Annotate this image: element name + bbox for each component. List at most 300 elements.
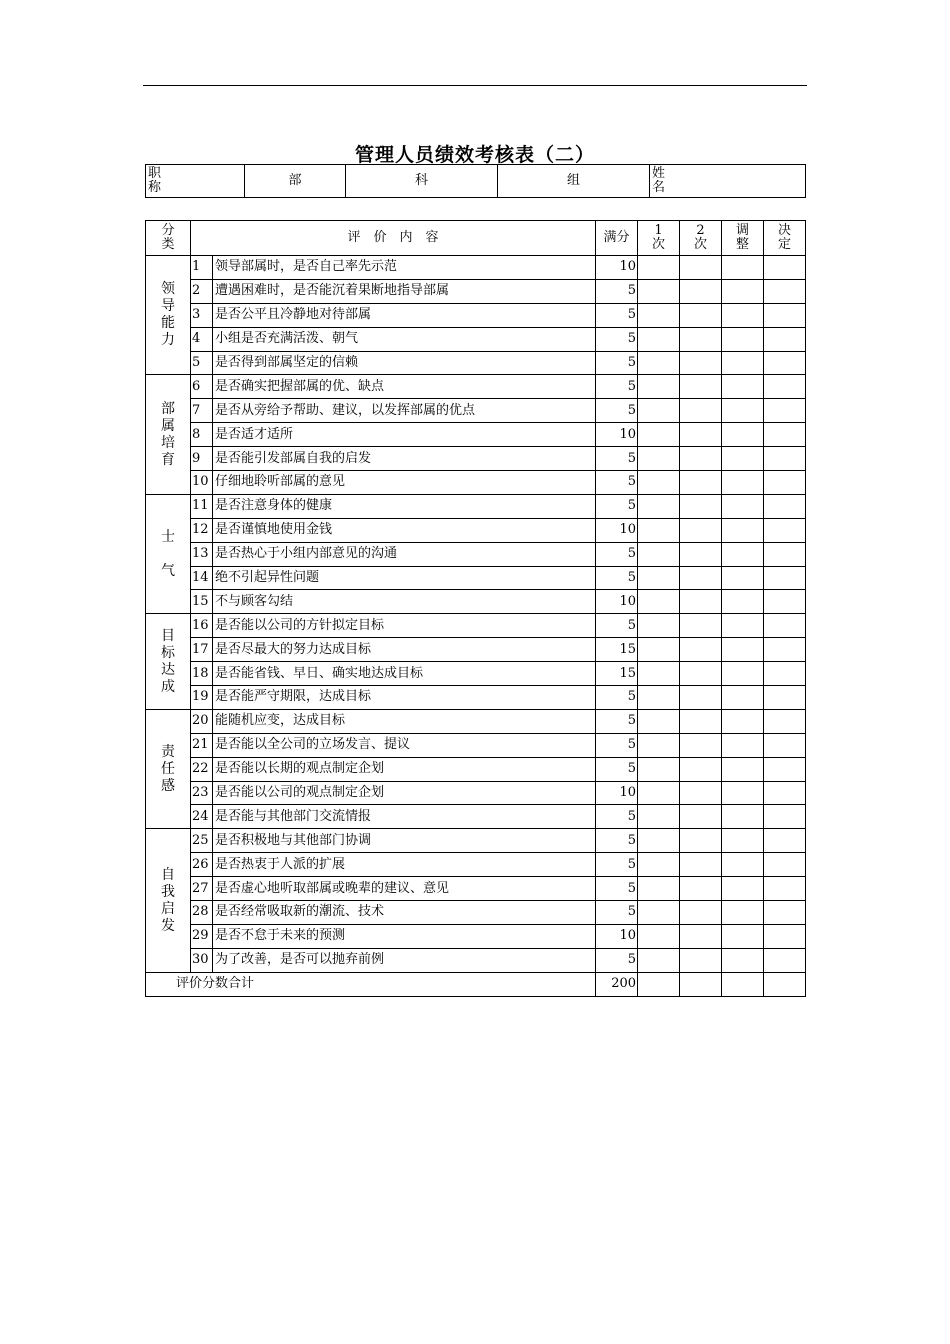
item-text: 能随机应变，达成目标 [213,709,596,733]
item-number: 19 [191,686,213,710]
table-row [146,757,806,781]
second-score-cell[interactable] [680,518,722,542]
adjust-score-cell[interactable] [722,542,764,566]
table-row [146,709,806,733]
second-score-cell[interactable] [680,471,722,495]
item-number: 3 [191,303,213,327]
decide-score-cell[interactable] [764,709,806,733]
category-cell [146,709,191,828]
decide-score-cell[interactable] [764,471,806,495]
second-score-cell[interactable] [680,733,722,757]
item-number: 20 [191,709,213,733]
item-text: 遭遇困难时，是否能沉着果断地指导部属 [213,279,596,303]
item-full-score: 15 [596,638,638,662]
decide-score-cell[interactable] [764,948,806,972]
item-text: 是否能严守期限，达成目标 [213,686,596,710]
item-text: 是否确实把握部属的优、缺点 [213,375,596,399]
col-category [146,221,191,256]
category-char: 部 [161,400,175,417]
table-row [146,829,806,853]
category-char: 导 [161,298,175,315]
item-number: 26 [191,853,213,877]
category-char [146,546,190,563]
item-number: 6 [191,375,213,399]
table-header-row [146,221,806,256]
adjust-score-cell[interactable] [722,853,764,877]
category-char: 自 [161,866,175,883]
category-char: 气 [161,562,175,579]
item-full-score: 5 [596,686,638,710]
category-char: 我 [161,883,175,900]
item-number: 4 [191,327,213,351]
first-score-cell[interactable] [638,733,680,757]
position-label-1: 职 [148,166,162,181]
item-text: 绝不引起异性问题 [213,566,596,590]
item-text: 是否能引发部属自我的启发 [213,447,596,471]
item-full-score: 5 [596,709,638,733]
item-text: 是否能以公司的观点制定企划 [213,781,596,805]
decide-score-cell[interactable] [764,447,806,471]
item-text: 是否谨慎地使用金钱 [213,518,596,542]
item-number: 2 [191,279,213,303]
item-text: 是否注意身体的健康 [213,494,596,518]
first-score-cell[interactable] [638,686,680,710]
item-number: 30 [191,948,213,972]
decide-score-cell[interactable] [764,423,806,447]
adjust-score-cell[interactable] [722,638,764,662]
decide-score-cell[interactable] [764,638,806,662]
item-full-score: 10 [596,590,638,614]
adjust-score-cell[interactable] [722,327,764,351]
table-row [146,423,806,447]
item-full-score: 5 [596,614,638,638]
item-number: 28 [191,901,213,925]
table-row [146,518,806,542]
item-full-score: 5 [596,303,638,327]
second-score-cell[interactable] [680,638,722,662]
first-score-cell[interactable] [638,447,680,471]
item-text: 是否能以全公司的立场发言、提议 [213,733,596,757]
category-char: 育 [161,451,175,468]
second-score-cell[interactable] [680,662,722,686]
item-text: 小组是否充满活泼、朝气 [213,327,596,351]
second-score-cell[interactable] [680,542,722,566]
adjust-score-cell[interactable] [722,471,764,495]
category-cell [146,256,191,375]
first-score-cell[interactable] [638,471,680,495]
item-number: 22 [191,757,213,781]
first-score-cell[interactable] [638,948,680,972]
item-text: 是否经常吸取新的潮流、技术 [213,901,596,925]
top-rule [143,85,807,86]
item-full-score: 5 [596,399,638,423]
first-score-cell[interactable] [638,399,680,423]
col-adjust-1: 调 [736,223,750,238]
adjust-score-cell[interactable] [722,733,764,757]
table-row [146,948,806,972]
second-score-cell[interactable] [680,423,722,447]
second-score-cell[interactable] [680,447,722,471]
adjust-score-cell[interactable] [722,948,764,972]
col-second-2: 次 [694,237,708,252]
adjust-score-cell[interactable] [722,901,764,925]
item-number: 5 [191,351,213,375]
second-score-cell[interactable] [680,494,722,518]
position-field[interactable] [146,165,245,198]
adjust-score-cell[interactable] [722,781,764,805]
decide-score-cell[interactable] [764,924,806,948]
total-second-cell[interactable] [680,972,722,996]
category-char: 启 [161,900,175,917]
item-number: 15 [191,590,213,614]
table-row [146,351,806,375]
table-row [146,614,806,638]
col-full-score: 满分 [596,221,638,256]
table-row [146,375,806,399]
first-score-cell[interactable] [638,781,680,805]
item-full-score: 10 [596,924,638,948]
table-row [146,256,806,280]
decide-score-cell[interactable] [764,733,806,757]
table-row [146,447,806,471]
first-score-cell[interactable] [638,256,680,280]
first-score-cell[interactable] [638,423,680,447]
first-score-cell[interactable] [638,901,680,925]
item-text: 是否能以长期的观点制定企划 [213,757,596,781]
item-number: 23 [191,781,213,805]
item-number: 29 [191,924,213,948]
item-number: 17 [191,638,213,662]
category-cell [146,614,191,710]
category-char: 任 [161,760,175,777]
item-text: 是否热衷于人派的扩展 [213,853,596,877]
item-full-score: 5 [596,805,638,829]
first-score-cell[interactable] [638,279,680,303]
total-row [146,972,806,996]
adjust-score-cell[interactable] [722,924,764,948]
first-score-cell[interactable] [638,327,680,351]
item-text: 是否虚心地听取部属或晚辈的建议、意见 [213,877,596,901]
total-first-cell[interactable] [638,972,680,996]
table-row [146,279,806,303]
item-full-score: 5 [596,542,638,566]
name-label-1: 姓 [652,166,666,181]
col-first-1: 1 [654,223,663,238]
first-score-cell[interactable] [638,877,680,901]
item-number: 7 [191,399,213,423]
second-score-cell[interactable] [680,924,722,948]
category-char: 培 [161,434,175,451]
item-full-score: 5 [596,351,638,375]
table-row [146,805,806,829]
second-score-cell[interactable] [680,327,722,351]
item-text: 是否公平且冷静地对待部属 [213,303,596,327]
adjust-score-cell[interactable] [722,877,764,901]
adjust-score-cell[interactable] [722,590,764,614]
decide-score-cell[interactable] [764,901,806,925]
category-char: 领 [161,281,175,298]
second-score-cell[interactable] [680,829,722,853]
decide-score-cell[interactable] [764,494,806,518]
category-char: 成 [161,678,175,695]
second-score-cell[interactable] [680,566,722,590]
item-number: 12 [191,518,213,542]
item-full-score: 10 [596,518,638,542]
table-row [146,877,806,901]
category-char: 标 [161,644,175,661]
item-text: 领导部属时，是否自己率先示范 [213,256,596,280]
decide-score-cell[interactable] [764,566,806,590]
table-row [146,303,806,327]
item-number: 14 [191,566,213,590]
second-score-cell[interactable] [680,709,722,733]
decide-score-cell[interactable] [764,518,806,542]
page-title: 管理人员绩效考核表（二） [354,144,595,166]
second-score-cell[interactable] [680,590,722,614]
item-text: 是否不怠于未来的预测 [213,924,596,948]
first-score-cell[interactable] [638,853,680,877]
item-full-score: 5 [596,327,638,351]
category-char: 达 [161,661,175,678]
decide-score-cell[interactable] [764,279,806,303]
item-text: 仔细地聆听部属的意见 [213,471,596,495]
table-row [146,327,806,351]
item-number: 11 [191,494,213,518]
second-score-cell[interactable] [680,399,722,423]
item-full-score: 5 [596,877,638,901]
decide-score-cell[interactable] [764,781,806,805]
first-score-cell[interactable] [638,542,680,566]
first-score-cell[interactable] [638,351,680,375]
adjust-score-cell[interactable] [722,614,764,638]
item-full-score: 5 [596,447,638,471]
item-text: 是否能与其他部门交流情报 [213,805,596,829]
item-full-score: 5 [596,829,638,853]
col-category-1: 分 [161,223,175,238]
item-number: 1 [191,256,213,280]
adjust-score-cell[interactable] [722,686,764,710]
adjust-score-cell[interactable] [722,399,764,423]
col-content: 评 价 内 容 [191,221,596,256]
decide-score-cell[interactable] [764,829,806,853]
first-score-cell[interactable] [638,757,680,781]
adjust-score-cell[interactable] [722,829,764,853]
second-score-cell[interactable] [680,279,722,303]
second-score-cell[interactable] [680,948,722,972]
adjust-score-cell[interactable] [722,566,764,590]
adjust-score-cell[interactable] [722,279,764,303]
first-score-cell[interactable] [638,375,680,399]
total-label: 评价分数合计 [146,972,596,996]
item-number: 10 [191,471,213,495]
category-char: 士 [161,528,175,545]
col-decide-2: 定 [778,237,792,252]
item-full-score: 5 [596,853,638,877]
position-label-2: 称 [148,180,162,195]
table-row [146,494,806,518]
item-full-score: 5 [596,494,638,518]
table-row [146,733,806,757]
item-text: 不与顾客勾结 [213,590,596,614]
adjust-score-cell[interactable] [722,805,764,829]
table-row [146,471,806,495]
col-second [680,221,722,256]
item-text: 是否能省钱、早日、确实地达成目标 [213,662,596,686]
item-number: 24 [191,805,213,829]
evaluation-table [145,220,806,997]
first-score-cell[interactable] [638,805,680,829]
item-number: 8 [191,423,213,447]
group-label: 组 [498,165,650,198]
item-text: 是否得到部属坚定的信赖 [213,351,596,375]
item-full-score: 5 [596,279,638,303]
adjust-score-cell[interactable] [722,757,764,781]
second-score-cell[interactable] [680,256,722,280]
item-text: 为了改善，是否可以抛弃前例 [213,948,596,972]
item-full-score: 10 [596,256,638,280]
table-row [146,590,806,614]
table-row [146,399,806,423]
first-score-cell[interactable] [638,709,680,733]
first-score-cell[interactable] [638,638,680,662]
decide-score-cell[interactable] [764,303,806,327]
item-text: 是否尽最大的努力达成目标 [213,638,596,662]
col-first-2: 次 [652,237,666,252]
name-label-2: 名 [652,180,666,195]
second-score-cell[interactable] [680,375,722,399]
second-score-cell[interactable] [680,781,722,805]
item-full-score: 5 [596,733,638,757]
category-char: 责 [161,743,175,760]
table-row [146,901,806,925]
adjust-score-cell[interactable] [722,303,764,327]
second-score-cell[interactable] [680,614,722,638]
adjust-score-cell[interactable] [722,447,764,471]
decide-score-cell[interactable] [764,590,806,614]
first-score-cell[interactable] [638,829,680,853]
col-second-1: 2 [696,223,705,238]
decide-score-cell[interactable] [764,853,806,877]
first-score-cell[interactable] [638,590,680,614]
first-score-cell[interactable] [638,494,680,518]
table-row [146,781,806,805]
item-number: 21 [191,733,213,757]
table-row [146,924,806,948]
col-decide [764,221,806,256]
second-score-cell[interactable] [680,351,722,375]
decide-score-cell[interactable] [764,662,806,686]
second-score-cell[interactable] [680,853,722,877]
category-cell [146,375,191,494]
dept-label: 部 [245,165,346,198]
item-number: 13 [191,542,213,566]
category-cell [146,494,191,613]
adjust-score-cell[interactable] [722,494,764,518]
first-score-cell[interactable] [638,566,680,590]
decide-score-cell[interactable] [764,686,806,710]
decide-score-cell[interactable] [764,614,806,638]
decide-score-cell[interactable] [764,256,806,280]
category-char: 属 [161,417,175,434]
decide-score-cell[interactable] [764,327,806,351]
total-adjust-cell[interactable] [722,972,764,996]
second-score-cell[interactable] [680,303,722,327]
total-score: 200 [596,972,638,996]
item-full-score: 5 [596,471,638,495]
col-adjust [722,221,764,256]
adjust-score-cell[interactable] [722,423,764,447]
item-text: 是否热心于小组内部意见的沟通 [213,542,596,566]
first-score-cell[interactable] [638,662,680,686]
category-char: 力 [161,332,175,349]
section-label: 科 [346,165,498,198]
category-char: 感 [161,777,175,794]
item-number: 16 [191,614,213,638]
item-full-score: 10 [596,423,638,447]
item-text: 是否能以公司的方针拟定目标 [213,614,596,638]
adjust-score-cell[interactable] [722,662,764,686]
decide-score-cell[interactable] [764,542,806,566]
table-row [146,542,806,566]
table-row [146,638,806,662]
col-adjust-2: 整 [736,237,750,252]
second-score-cell[interactable] [680,757,722,781]
table-row [146,853,806,877]
adjust-score-cell[interactable] [722,518,764,542]
name-field[interactable] [650,165,806,198]
second-score-cell[interactable] [680,686,722,710]
adjust-score-cell[interactable] [722,709,764,733]
decide-score-cell[interactable] [764,351,806,375]
table-row [146,566,806,590]
category-char: 能 [161,315,175,332]
second-score-cell[interactable] [680,805,722,829]
second-score-cell[interactable] [680,901,722,925]
adjust-score-cell[interactable] [722,375,764,399]
item-text: 是否从旁给予帮助、建议，以发挥部属的优点 [213,399,596,423]
item-number: 18 [191,662,213,686]
item-number: 27 [191,877,213,901]
category-char: 发 [161,917,175,934]
table-row [146,662,806,686]
decide-score-cell[interactable] [764,757,806,781]
first-score-cell[interactable] [638,518,680,542]
item-full-score: 5 [596,566,638,590]
col-category-2: 类 [161,237,175,252]
first-score-cell[interactable] [638,614,680,638]
col-decide-1: 决 [778,223,792,238]
item-text: 是否积极地与其他部门协调 [213,829,596,853]
item-full-score: 5 [596,375,638,399]
adjust-score-cell[interactable] [722,351,764,375]
table-row [146,686,806,710]
decide-score-cell[interactable] [764,877,806,901]
item-number: 9 [191,447,213,471]
category-char: 目 [161,627,175,644]
col-first [638,221,680,256]
second-score-cell[interactable] [680,877,722,901]
category-cell [146,829,191,972]
adjust-score-cell[interactable] [722,256,764,280]
item-full-score: 5 [596,901,638,925]
first-score-cell[interactable] [638,924,680,948]
total-decide-cell[interactable] [764,972,806,996]
decide-score-cell[interactable] [764,399,806,423]
first-score-cell[interactable] [638,303,680,327]
decide-score-cell[interactable] [764,375,806,399]
decide-score-cell[interactable] [764,805,806,829]
item-full-score: 5 [596,948,638,972]
